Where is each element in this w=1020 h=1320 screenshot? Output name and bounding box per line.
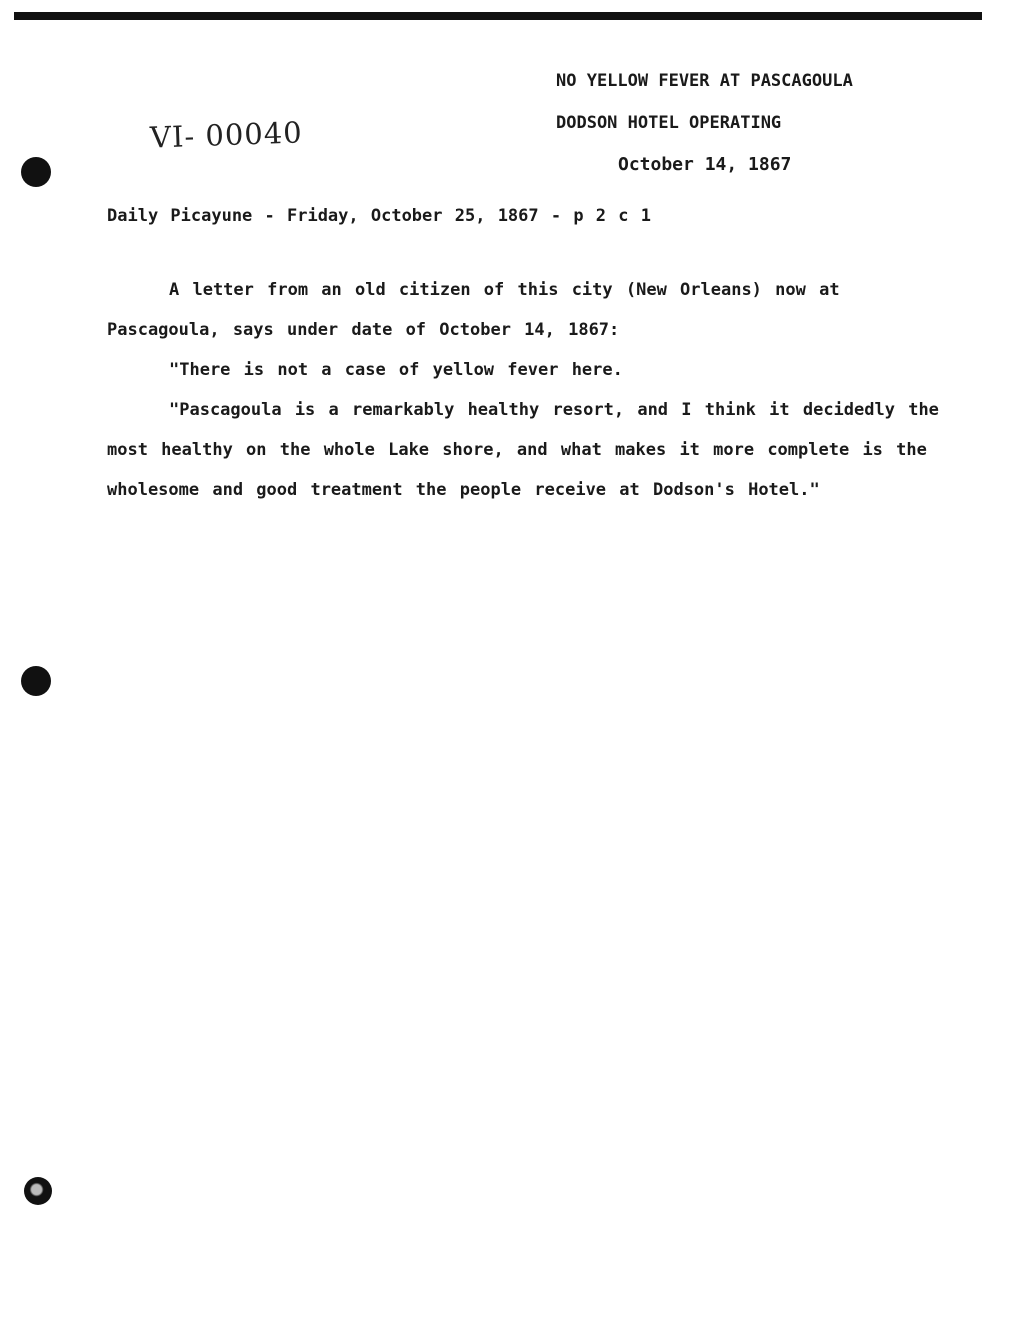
- page-top-border: [14, 12, 982, 20]
- paragraph-quote-1: "There is not a case of yellow fever here.: [169, 360, 623, 380]
- punch-hole-bottom: [24, 1177, 52, 1205]
- file-number: VI- 00040: [149, 115, 304, 155]
- header-date: October 14, 1867: [618, 154, 792, 175]
- document-header: [556, 60, 996, 186]
- headline: NO YELLOW FEVER AT PASCAGOULA: [556, 71, 853, 91]
- paragraph-quote-2: "Pascagoula is a remarkably healthy resort, and I think it decidedly the most healthy on the whole Lake shore, and what makes it more complete is the wholesome and good treatment the people receive at Dodson's Hotel.": [107, 400, 939, 500]
- punch-hole-middle: [21, 666, 51, 696]
- source-citation: Daily Picayune - Friday, October 25, 1867 - p 2 c 1: [107, 206, 651, 226]
- punch-hole-top: [21, 157, 51, 187]
- article-body: [107, 270, 947, 510]
- paragraph-intro: A letter from an old citizen of this city (New Orleans) now at Pascagoula, says under date of October 14, 1867:: [107, 280, 840, 340]
- subheadline: DODSON HOTEL OPERATING: [556, 113, 782, 133]
